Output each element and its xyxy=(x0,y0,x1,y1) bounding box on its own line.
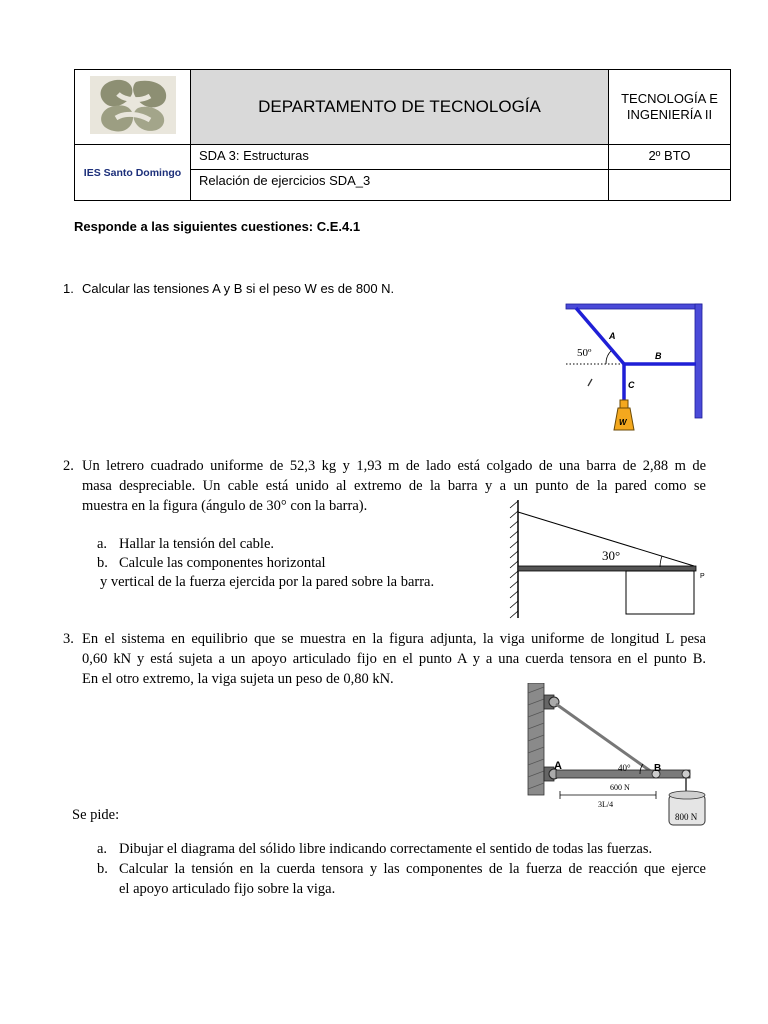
q3-a-letter: a. xyxy=(97,841,108,857)
logo-cell xyxy=(75,70,191,145)
q3-line-2: 0,60 kN y está sujeta a un apoyo articulado fijo en el punto A y a una cuerda tensora en el punto B. xyxy=(82,651,706,667)
q3-number: 3. xyxy=(63,631,74,647)
subject-line-2: INGENIERÍA II xyxy=(626,107,713,122)
header-table xyxy=(74,69,731,201)
q2-angle-label: 30° xyxy=(602,548,621,563)
q3-b-text-2: el apoyo articulado fijo sobre la viga. xyxy=(119,881,336,897)
q1-angle-label: 50º xyxy=(577,347,592,359)
q1-label-a: A xyxy=(609,331,616,341)
subject-title xyxy=(609,70,731,145)
q2-b-text-2: y vertical de la fuerza ejercida por la pared sobre la barra. xyxy=(100,574,435,590)
unit-title: SDA 3: Estructuras xyxy=(191,145,609,170)
q2-b-text: Calcule las componentes horizontal xyxy=(119,555,326,571)
q3-a-text: Dibujar el diagrama del sólido libre indicando correctamente el sentido de todas las fuerzas. xyxy=(119,841,653,857)
subject-line-1: TECNOLOGÍA E xyxy=(621,91,718,106)
q2-figure xyxy=(508,500,714,620)
q3-figure xyxy=(516,683,712,829)
q3-se-pide: Se pide: xyxy=(72,807,120,823)
q2-line-3: muestra en la figura (ángulo de 30° con la barra). xyxy=(82,498,368,514)
q3-b-text: Calcular la tensión en la cuerda tensora y las componentes de la fuerza de reacción que ejerce xyxy=(119,861,706,877)
q1-label-c: C xyxy=(628,380,635,390)
q3-diagram xyxy=(516,683,712,829)
instruction-heading: Responde a las siguientes cuestiones: C.E.4.1 xyxy=(74,219,361,234)
q1-figure xyxy=(562,302,706,434)
q2-a-text: Hallar la tensión del cable. xyxy=(119,536,275,552)
q1-number: 1. xyxy=(63,281,74,296)
q3-b-letter: b. xyxy=(97,861,108,877)
q2-diagram xyxy=(508,500,714,620)
q3-label-b: B xyxy=(654,763,662,774)
q3-angle-label: 40° xyxy=(618,763,631,773)
q2-a-letter: a. xyxy=(97,536,108,552)
q3-line-3: En el otro extremo, la viga sujeta un peso de 0,80 kN. xyxy=(82,671,394,687)
q1-label-w: W xyxy=(619,418,627,427)
q2-line-1: Un letrero cuadrado uniforme de 52,3 kg y 1,93 m de lado está colgado de una barra de 2,88 m de xyxy=(82,458,706,474)
q1-label-b: B xyxy=(655,351,662,361)
q2-point-label: P xyxy=(700,573,705,580)
q3-beam-weight-label: 600 N xyxy=(610,783,630,792)
worksheet-title: Relación de ejercicios SDA_3 xyxy=(191,170,609,201)
q3-distance-label: 3L/4 xyxy=(598,800,614,809)
q3-load-label: 800 N xyxy=(675,812,698,822)
empty-cell xyxy=(609,170,731,201)
q2-number: 2. xyxy=(63,458,74,474)
school-logo-icon xyxy=(88,74,178,136)
q3-line-1: En el sistema en equilibrio que se muestra en la figura adjunta, la viga uniforme de longitud L pesa xyxy=(82,631,706,647)
q1-diagram xyxy=(562,302,706,434)
school-name: IES Santo Domingo xyxy=(75,145,191,201)
q3-label-a: A xyxy=(554,760,562,772)
q2-b-letter: b. xyxy=(97,555,108,571)
q1-text: Calcular las tensiones A y B si el peso W es de 800 N. xyxy=(82,281,395,296)
department-title: DEPARTAMENTO DE TECNOLOGÍA xyxy=(191,70,609,145)
course-level: 2º BTO xyxy=(609,145,731,170)
q2-line-2: masa despreciable. Un cable está unido al extremo de la barra y a un punto de la pared como se xyxy=(82,478,706,494)
